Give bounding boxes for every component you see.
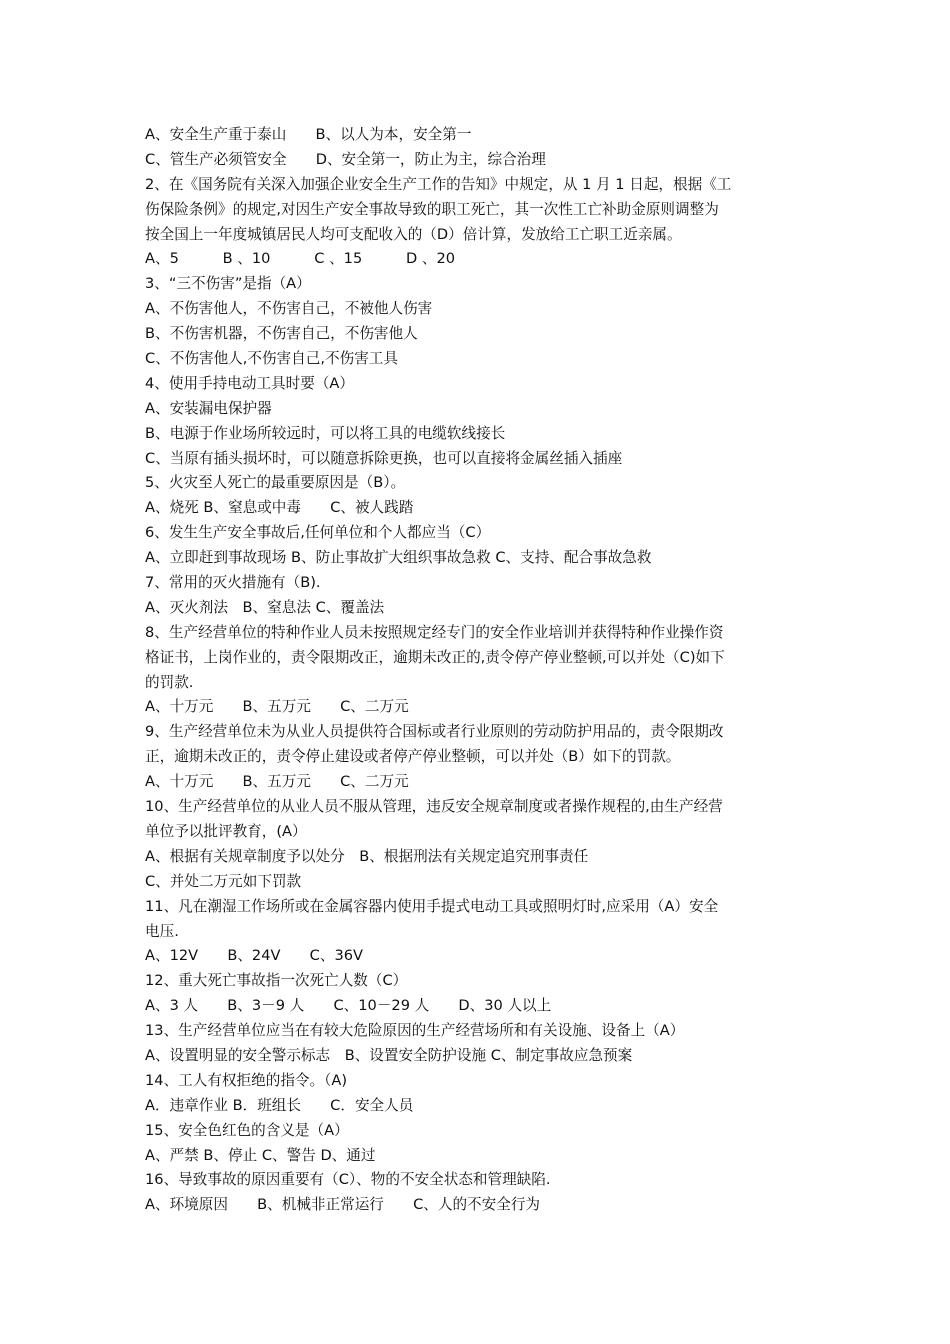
text-line: 8、生产经营单位的特种作业人员未按照规定经专门的安全作业培训并获得特种作业操作资 xyxy=(145,623,724,641)
text-line: 7、常用的灭火措施有（B). xyxy=(145,574,321,592)
text-line: A．违章作业 B．班组长 C．安全人员 xyxy=(145,1096,414,1114)
text-line: 15、安全色红色的含义是（A） xyxy=(145,1121,349,1139)
text-line: A、根据有关规章制度予以处分 B、根据刑法有关规定追究刑事责任 xyxy=(145,847,589,865)
text-line: A、严禁 B、停止 C、警告 D、通过 xyxy=(145,1146,376,1164)
text-line: 电压. xyxy=(145,922,179,940)
text-line: 6、发生生产安全事故后,任何单位和个人都应当（C） xyxy=(145,524,491,542)
text-line: A、设置明显的安全警示标志 B、设置安全防护设施 C、制定事故应急预案 xyxy=(145,1046,633,1064)
text-line: 伤保险条例》的规定,对因生产安全事故导致的职工死亡，其一次性工亡补助金原则调整为 xyxy=(145,200,719,218)
text-line: A、不伤害他人，不伤害自己，不被他人伤害 xyxy=(145,300,433,318)
text-line: 4、使用手持电动工具时要（A） xyxy=(145,374,354,392)
text-line: A、5 B 、10 C 、15 D 、20 xyxy=(145,250,456,268)
text-line: A、3 人 B、3－9 人 C、10－29 人 D、30 人以上 xyxy=(145,997,552,1015)
text-line: 正，逾期未改正的，责令停止建设或者停产停业整顿，可以并处（B）如下的罚款。 xyxy=(145,748,681,766)
text-line: 的罚款. xyxy=(145,673,194,691)
text-line: 2、在《国务院有关深入加强企业安全生产工作的告知》中规定，从 1 月 1 日起，根据《工 xyxy=(145,175,732,193)
text-line: A、烧死 B、窒息或中毒 C、被人践踏 xyxy=(145,499,414,517)
text-line: A、环境原因 B、机械非正常运行 C、人的不安全行为 xyxy=(145,1196,541,1214)
text-line: B、电源于作业场所较远时，可以将工具的电缆软线接长 xyxy=(145,424,506,442)
text-line: C、并处二万元如下罚款 xyxy=(145,872,302,890)
text-line: B、不伤害机器，不伤害自己，不伤害他人 xyxy=(145,325,418,343)
text-line: A、十万元 B、五万元 C、二万元 xyxy=(145,698,409,716)
text-line: A、立即赶到事故现场 B、防止事故扩大组织事故急救 C、支持、配合事故急救 xyxy=(145,549,652,567)
text-line: A、安全生产重于泰山 B、以人为本，安全第一 xyxy=(145,126,472,143)
text-line: 14、工人有权拒绝的指令。（A) xyxy=(145,1071,348,1089)
text-line: C、当原有插头损坏时，可以随意拆除更换，也可以直接将金属丝插入插座 xyxy=(145,449,623,467)
text-line: 单位予以批评教育，(A） xyxy=(145,822,307,840)
text-line: C、管生产必须管安全 D、安全第一，防止为主，综合治理 xyxy=(145,150,546,168)
text-line: 按全国上一年度城镇居民人均可支配收入的（D）倍计算，发放给工亡职工近亲属。 xyxy=(145,225,682,243)
text-line: 13、生产经营单位应当在有较大危险原因的生产经营场所和有关设施、设备上（A） xyxy=(145,1022,685,1040)
text-line: 9、生产经营单位未为从业人员提供符合国标或者行业原则的劳动防护用品的，责令限期改 xyxy=(145,723,724,741)
text-line: 5、火灾至人死亡的最重要原因是（B）。 xyxy=(145,474,406,492)
text-line: A、12V B、24V C、36V xyxy=(145,947,364,965)
text-line: 11、凡在潮湿工作场所或在金属容器内使用手提式电动工具或照明灯时,应采用（A）安全 xyxy=(145,897,719,915)
text-line: 3、“三不伤害”是指（A） xyxy=(145,275,311,293)
text-line: 格证书，上岗作业的，责令限期改正，逾期未改正的,责令停产停业整顿,可以并处（C)如下 xyxy=(145,648,725,666)
text-line: A、安装漏电保护器 xyxy=(145,399,272,417)
text-line: A、十万元 B、五万元 C、二万元 xyxy=(145,773,409,791)
text-line: 12、重大死亡事故指一次死亡人数（C） xyxy=(145,972,408,990)
document-body xyxy=(145,123,810,1218)
text-line: A、灭火剂法 B、窒息法 C、覆盖法 xyxy=(145,598,385,616)
text-line: 10、生产经营单位的从业人员不服从管理，违反安全规章制度或者操作规程的,由生产经营 xyxy=(145,798,723,816)
text-line: 16、导致事故的原因重要有（C）、物的不安全状态和管理缺陷. xyxy=(145,1171,551,1189)
text-line: C、不伤害他人,不伤害自己,不伤害工具 xyxy=(145,350,398,368)
